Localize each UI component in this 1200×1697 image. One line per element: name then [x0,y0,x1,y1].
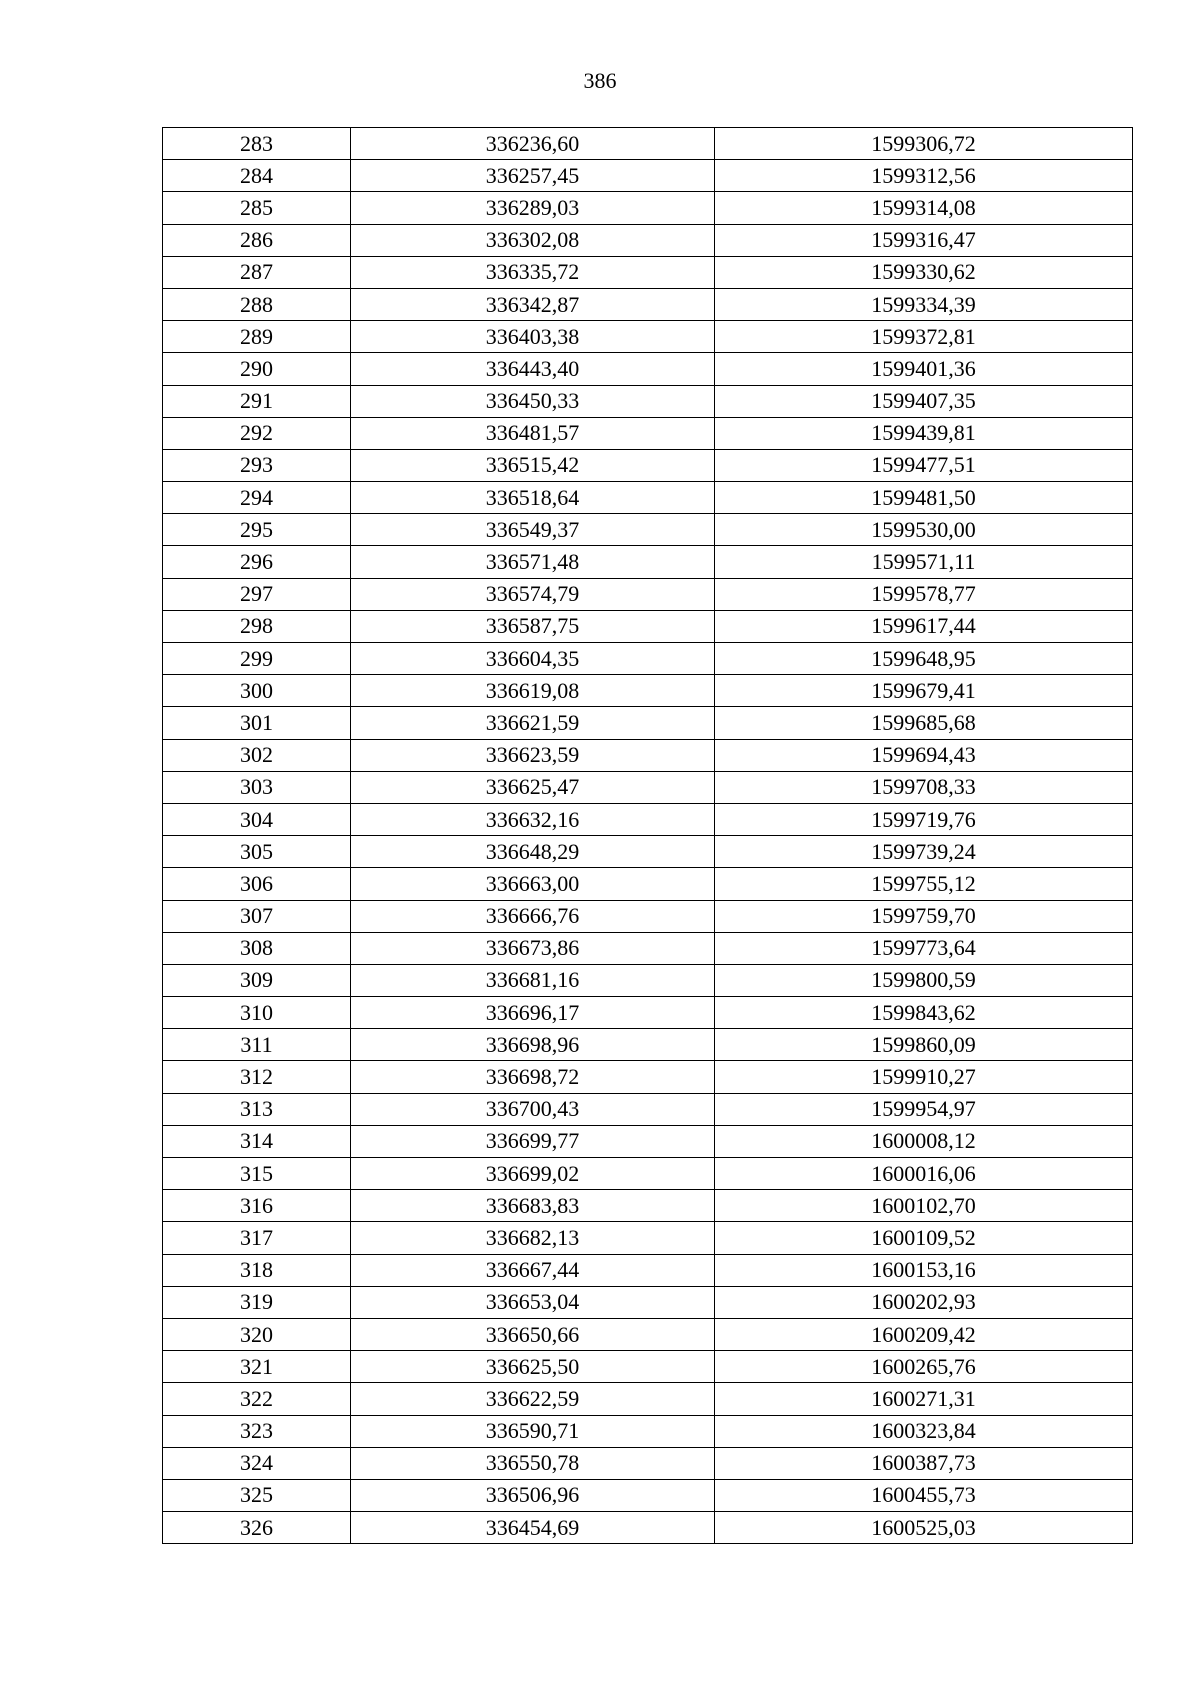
point-number-cell: 283 [163,128,351,160]
point-number-cell: 307 [163,900,351,932]
point-number-cell: 320 [163,1318,351,1350]
point-number-cell: 313 [163,1093,351,1125]
x-coordinate-cell: 336667,44 [351,1254,715,1286]
point-number-cell: 295 [163,514,351,546]
table-row [163,385,1133,417]
point-number-cell: 304 [163,803,351,835]
x-coordinate-cell: 336698,72 [351,1061,715,1093]
x-coordinate-cell: 336666,76 [351,900,715,932]
x-coordinate-cell: 336236,60 [351,128,715,160]
y-coordinate-cell: 1599719,76 [715,803,1133,835]
table-row [163,1061,1133,1093]
x-coordinate-cell: 336335,72 [351,256,715,288]
table-row [163,1093,1133,1125]
table-row [163,288,1133,320]
coordinates-table-body [163,128,1133,1544]
y-coordinate-cell: 1600265,76 [715,1351,1133,1383]
y-coordinate-cell: 1599312,56 [715,160,1133,192]
point-number-cell: 287 [163,256,351,288]
table-row [163,321,1133,353]
table-row [163,739,1133,771]
y-coordinate-cell: 1599439,81 [715,417,1133,449]
table-row [163,353,1133,385]
y-coordinate-cell: 1599477,51 [715,449,1133,481]
table-row [163,160,1133,192]
x-coordinate-cell: 336257,45 [351,160,715,192]
point-number-cell: 310 [163,997,351,1029]
x-coordinate-cell: 336604,35 [351,643,715,675]
y-coordinate-cell: 1599954,97 [715,1093,1133,1125]
y-coordinate-cell: 1600525,03 [715,1512,1133,1544]
table-row [163,1351,1133,1383]
y-coordinate-cell: 1600109,52 [715,1222,1133,1254]
table-row [163,1318,1133,1350]
y-coordinate-cell: 1599306,72 [715,128,1133,160]
point-number-cell: 303 [163,771,351,803]
x-coordinate-cell: 336625,47 [351,771,715,803]
table-row [163,1029,1133,1061]
y-coordinate-cell: 1600323,84 [715,1415,1133,1447]
table-row [163,771,1133,803]
point-number-cell: 301 [163,707,351,739]
table-row [163,1286,1133,1318]
y-coordinate-cell: 1599372,81 [715,321,1133,353]
point-number-cell: 315 [163,1158,351,1190]
point-number-cell: 305 [163,836,351,868]
point-number-cell: 306 [163,868,351,900]
x-coordinate-cell: 336518,64 [351,482,715,514]
point-number-cell: 302 [163,739,351,771]
table-row [163,643,1133,675]
point-number-cell: 289 [163,321,351,353]
y-coordinate-cell: 1599843,62 [715,997,1133,1029]
coordinates-table [162,127,1133,1544]
x-coordinate-cell: 336653,04 [351,1286,715,1318]
table-row [163,128,1133,160]
y-coordinate-cell: 1599617,44 [715,610,1133,642]
x-coordinate-cell: 336574,79 [351,578,715,610]
x-coordinate-cell: 336454,69 [351,1512,715,1544]
y-coordinate-cell: 1599407,35 [715,385,1133,417]
table-row [163,997,1133,1029]
point-number-cell: 286 [163,224,351,256]
x-coordinate-cell: 336663,00 [351,868,715,900]
table-row [163,417,1133,449]
table-row [163,1479,1133,1511]
y-coordinate-cell: 1599755,12 [715,868,1133,900]
point-number-cell: 317 [163,1222,351,1254]
y-coordinate-cell: 1600102,70 [715,1190,1133,1222]
y-coordinate-cell: 1599648,95 [715,643,1133,675]
y-coordinate-cell: 1600008,12 [715,1125,1133,1157]
point-number-cell: 297 [163,578,351,610]
x-coordinate-cell: 336681,16 [351,964,715,996]
point-number-cell: 284 [163,160,351,192]
x-coordinate-cell: 336699,77 [351,1125,715,1157]
x-coordinate-cell: 336699,02 [351,1158,715,1190]
y-coordinate-cell: 1599481,50 [715,482,1133,514]
table-row [163,707,1133,739]
table-row [163,449,1133,481]
table-row [163,1190,1133,1222]
x-coordinate-cell: 336700,43 [351,1093,715,1125]
y-coordinate-cell: 1599530,00 [715,514,1133,546]
point-number-cell: 321 [163,1351,351,1383]
point-number-cell: 324 [163,1447,351,1479]
x-coordinate-cell: 336650,66 [351,1318,715,1350]
x-coordinate-cell: 336619,08 [351,675,715,707]
y-coordinate-cell: 1599334,39 [715,288,1133,320]
point-number-cell: 325 [163,1479,351,1511]
x-coordinate-cell: 336698,96 [351,1029,715,1061]
point-number-cell: 299 [163,643,351,675]
x-coordinate-cell: 336625,50 [351,1351,715,1383]
table-row [163,1512,1133,1544]
point-number-cell: 285 [163,192,351,224]
table-row [163,546,1133,578]
table-row [163,1158,1133,1190]
x-coordinate-cell: 336682,13 [351,1222,715,1254]
y-coordinate-cell: 1599401,36 [715,353,1133,385]
point-number-cell: 312 [163,1061,351,1093]
point-number-cell: 294 [163,482,351,514]
x-coordinate-cell: 336289,03 [351,192,715,224]
y-coordinate-cell: 1599739,24 [715,836,1133,868]
x-coordinate-cell: 336673,86 [351,932,715,964]
point-number-cell: 323 [163,1415,351,1447]
point-number-cell: 300 [163,675,351,707]
point-number-cell: 296 [163,546,351,578]
table-row [163,224,1133,256]
y-coordinate-cell: 1599759,70 [715,900,1133,932]
table-row [163,610,1133,642]
y-coordinate-cell: 1600387,73 [715,1447,1133,1479]
y-coordinate-cell: 1600202,93 [715,1286,1133,1318]
table-row [163,803,1133,835]
point-number-cell: 290 [163,353,351,385]
table-row [163,514,1133,546]
table-row [163,192,1133,224]
x-coordinate-cell: 336632,16 [351,803,715,835]
table-row [163,1415,1133,1447]
x-coordinate-cell: 336506,96 [351,1479,715,1511]
x-coordinate-cell: 336590,71 [351,1415,715,1447]
table-row [163,1447,1133,1479]
point-number-cell: 298 [163,610,351,642]
y-coordinate-cell: 1599578,77 [715,578,1133,610]
y-coordinate-cell: 1599860,09 [715,1029,1133,1061]
y-coordinate-cell: 1599314,08 [715,192,1133,224]
y-coordinate-cell: 1600209,42 [715,1318,1133,1350]
y-coordinate-cell: 1599773,64 [715,932,1133,964]
x-coordinate-cell: 336342,87 [351,288,715,320]
point-number-cell: 311 [163,1029,351,1061]
point-number-cell: 319 [163,1286,351,1318]
y-coordinate-cell: 1599685,68 [715,707,1133,739]
point-number-cell: 316 [163,1190,351,1222]
y-coordinate-cell: 1599800,59 [715,964,1133,996]
table-row [163,900,1133,932]
point-number-cell: 288 [163,288,351,320]
x-coordinate-cell: 336571,48 [351,546,715,578]
table-row [163,256,1133,288]
table-row [163,1222,1133,1254]
x-coordinate-cell: 336403,38 [351,321,715,353]
table-row [163,964,1133,996]
x-coordinate-cell: 336623,59 [351,739,715,771]
x-coordinate-cell: 336648,29 [351,836,715,868]
table-row [163,675,1133,707]
y-coordinate-cell: 1599679,41 [715,675,1133,707]
point-number-cell: 293 [163,449,351,481]
y-coordinate-cell: 1599910,27 [715,1061,1133,1093]
y-coordinate-cell: 1600455,73 [715,1479,1133,1511]
point-number-cell: 308 [163,932,351,964]
table-row [163,1125,1133,1157]
y-coordinate-cell: 1599330,62 [715,256,1133,288]
table-row [163,932,1133,964]
point-number-cell: 291 [163,385,351,417]
x-coordinate-cell: 336515,42 [351,449,715,481]
x-coordinate-cell: 336550,78 [351,1447,715,1479]
table-row [163,482,1133,514]
y-coordinate-cell: 1599316,47 [715,224,1133,256]
y-coordinate-cell: 1600153,16 [715,1254,1133,1286]
table-row [163,1383,1133,1415]
x-coordinate-cell: 336302,08 [351,224,715,256]
x-coordinate-cell: 336696,17 [351,997,715,1029]
x-coordinate-cell: 336481,57 [351,417,715,449]
table-row [163,868,1133,900]
point-number-cell: 292 [163,417,351,449]
y-coordinate-cell: 1600016,06 [715,1158,1133,1190]
point-number-cell: 309 [163,964,351,996]
x-coordinate-cell: 336683,83 [351,1190,715,1222]
table-row [163,1254,1133,1286]
point-number-cell: 318 [163,1254,351,1286]
x-coordinate-cell: 336450,33 [351,385,715,417]
y-coordinate-cell: 1600271,31 [715,1383,1133,1415]
x-coordinate-cell: 336622,59 [351,1383,715,1415]
page-number: 386 [583,68,617,93]
x-coordinate-cell: 336549,37 [351,514,715,546]
point-number-cell: 314 [163,1125,351,1157]
y-coordinate-cell: 1599694,43 [715,739,1133,771]
x-coordinate-cell: 336587,75 [351,610,715,642]
x-coordinate-cell: 336443,40 [351,353,715,385]
table-row [163,578,1133,610]
point-number-cell: 326 [163,1512,351,1544]
x-coordinate-cell: 336621,59 [351,707,715,739]
point-number-cell: 322 [163,1383,351,1415]
y-coordinate-cell: 1599708,33 [715,771,1133,803]
y-coordinate-cell: 1599571,11 [715,546,1133,578]
table-row [163,836,1133,868]
